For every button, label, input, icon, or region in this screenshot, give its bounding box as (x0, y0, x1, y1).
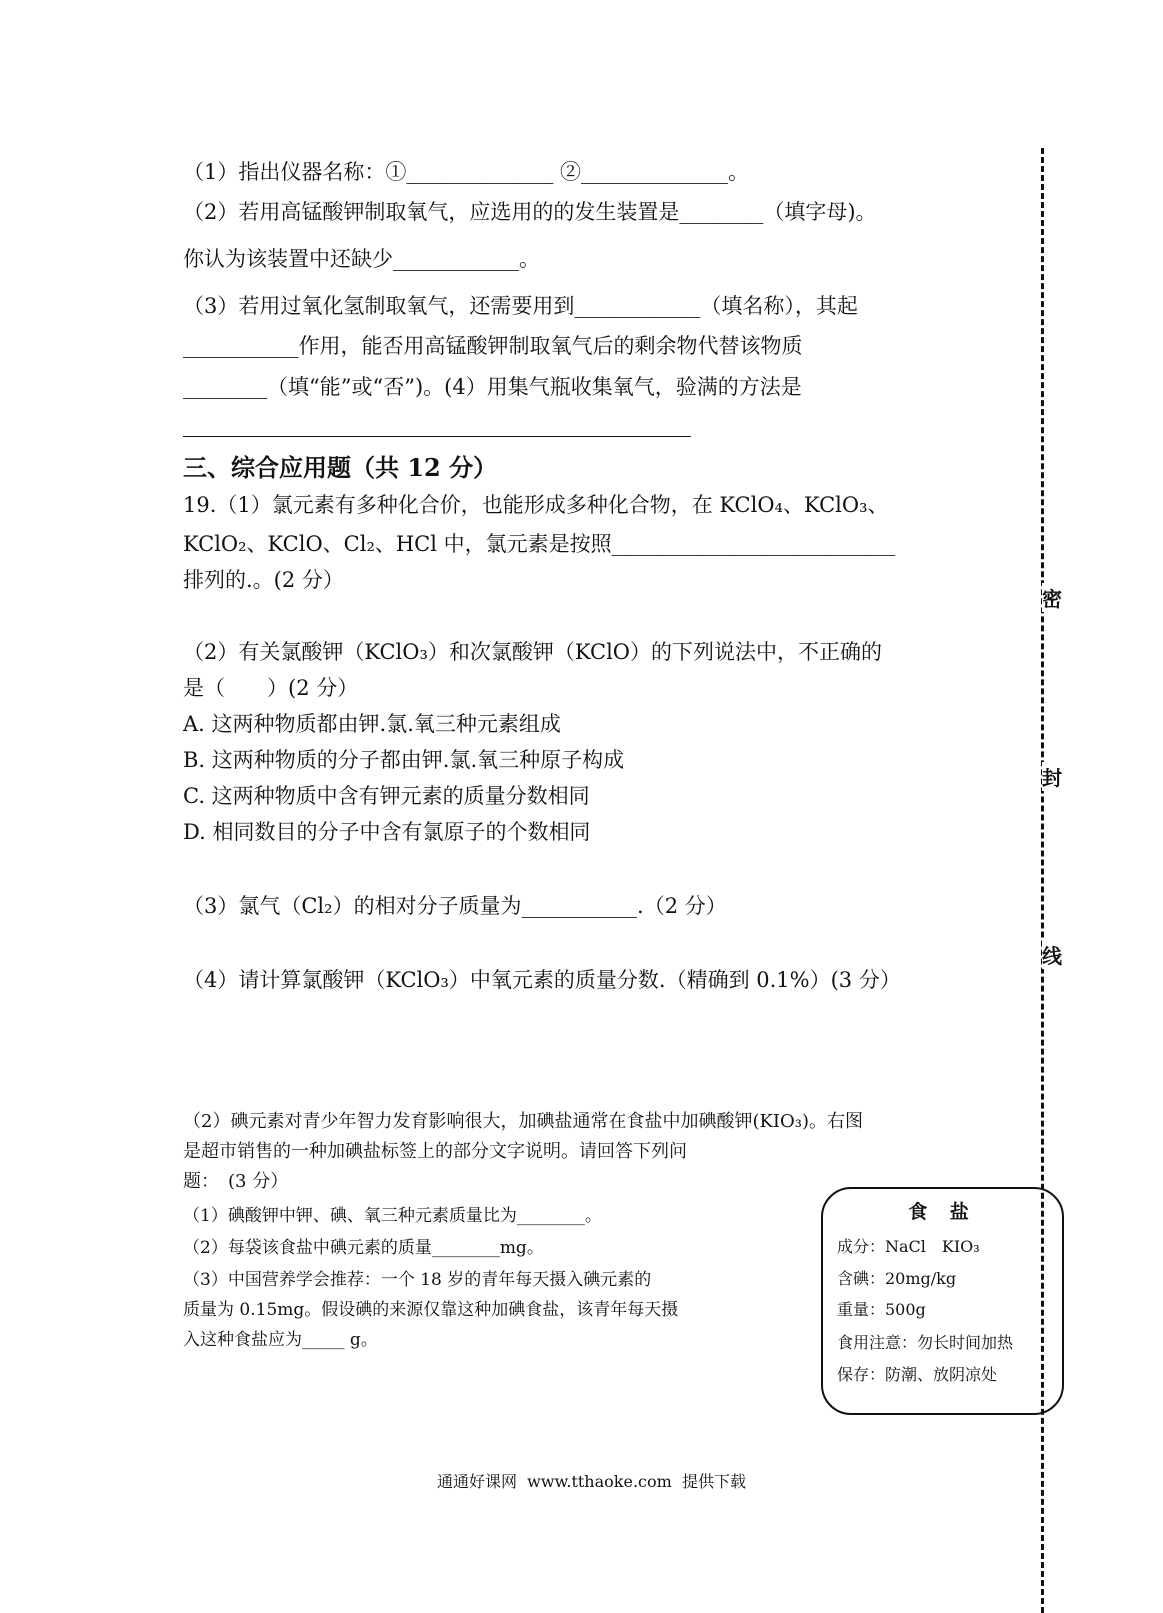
iodine-intro-line2: 是超市销售的一种加碘盐标签上的部分文字说明。请回答下列问 (183, 1141, 687, 1162)
seal-char-xian: 线 (1042, 940, 1062, 969)
iodine-intro-line3: 题： (3 分） (183, 1171, 289, 1192)
iodine-intro-line1: （2）碘元素对青少年智力发育影响很大，加碘盐通常在食盐中加碘酸钾(KIO₃)。右图 (183, 1111, 864, 1132)
salt-storage: 保存：防潮、放阴凉处 (837, 1365, 998, 1384)
iodine-sub2: （2）每袋该食盐中碘元素的质量________mg。 (183, 1238, 544, 1258)
q19-part4: （4）请计算氯酸钾（KClO₃）中氧元素的质量分数.（精确到 0.1%）(3 分） (183, 968, 901, 992)
q19-part2-line2: 是（ ）(2 分） (183, 676, 359, 700)
q19-part3: （3）氯气（Cl₂）的相对分子质量为___________.（2 分） (183, 894, 727, 918)
q18-part1: （1）指出仪器名称：①______________ ②______________。 (183, 160, 750, 184)
section-heading: 三、综合应用题（共 12 分） (183, 453, 498, 482)
answer-blank-line (183, 436, 691, 437)
q18-part3-line1: （3）若用过氧化氢制取氧气，还需要用到____________（填名称），其起 (183, 294, 858, 318)
option-d: D. 相同数目的分子中含有氯原子的个数相同 (183, 820, 591, 844)
iodine-sub1: （1）碘酸钾中钾、碘、氧三种元素质量比为________。 (183, 1206, 602, 1226)
salt-notice: 食用注意：勿长时间加热 (837, 1333, 1014, 1352)
q18-part2: （2）若用高锰酸钾制取氧气，应选用的的发生装置是________（填字母)。 (183, 200, 877, 224)
q19-part2-line1: （2）有关氯酸钾（KClO₃）和次氯酸钾（KClO）的下列说法中，不正确的 (183, 640, 883, 664)
salt-label-box (821, 1187, 1064, 1415)
q18-part3-line3: ________（填“能”或“否”)。(4）用集气瓶收集氧气，验满的方法是 (183, 375, 802, 399)
iodine-sub3-line2: 质量为 0.15mg。假设碘的来源仅靠这种加碘食盐，该青年每天摄 (183, 1300, 679, 1320)
footer-credit: 通通好课网 www.tthaoke.com 提供下载 (437, 1472, 746, 1491)
salt-label-title: 食 盐 (908, 1201, 977, 1223)
salt-weight: 重量：500g (837, 1300, 926, 1319)
iodine-sub3-line3: 入这种食盐应为_____ g。 (183, 1330, 378, 1350)
q19-line3: 排列的.。(2 分） (183, 568, 344, 592)
q19-line2: KClO₂、KClO、Cl₂、HCl 中，氯元素是按照___________________________ (183, 532, 896, 556)
seal-char-feng: 封 (1042, 762, 1062, 791)
salt-ingredients: 成分：NaCl KIO₃ (837, 1237, 980, 1256)
option-a: A. 这两种物质都由钾.氯.氧三种元素组成 (183, 712, 561, 736)
iodine-sub3-line1: （3）中国营养学会推荐：一个 18 岁的青年每天摄入碘元素的 (183, 1270, 652, 1290)
option-c: C. 这两种物质中含有钾元素的质量分数相同 (183, 784, 590, 808)
seal-char-mi: 密 (1042, 583, 1062, 612)
q18-part3-line2: ___________作用，能否用高锰酸钾制取氧气后的剩余物代替该物质 (183, 334, 803, 358)
salt-iodine-content: 含碘：20mg/kg (837, 1269, 957, 1288)
q19-line1: 19.（1）氯元素有多种化合价，也能形成多种化合物，在 KClO₄、KClO₃、 (183, 493, 889, 517)
option-b: B. 这两种物质的分子都由钾.氯.氧三种原子构成 (183, 748, 625, 772)
seal-dashed-line (1041, 148, 1044, 1613)
q18-part2-cont: 你认为该装置中还缺少____________。 (183, 247, 540, 271)
